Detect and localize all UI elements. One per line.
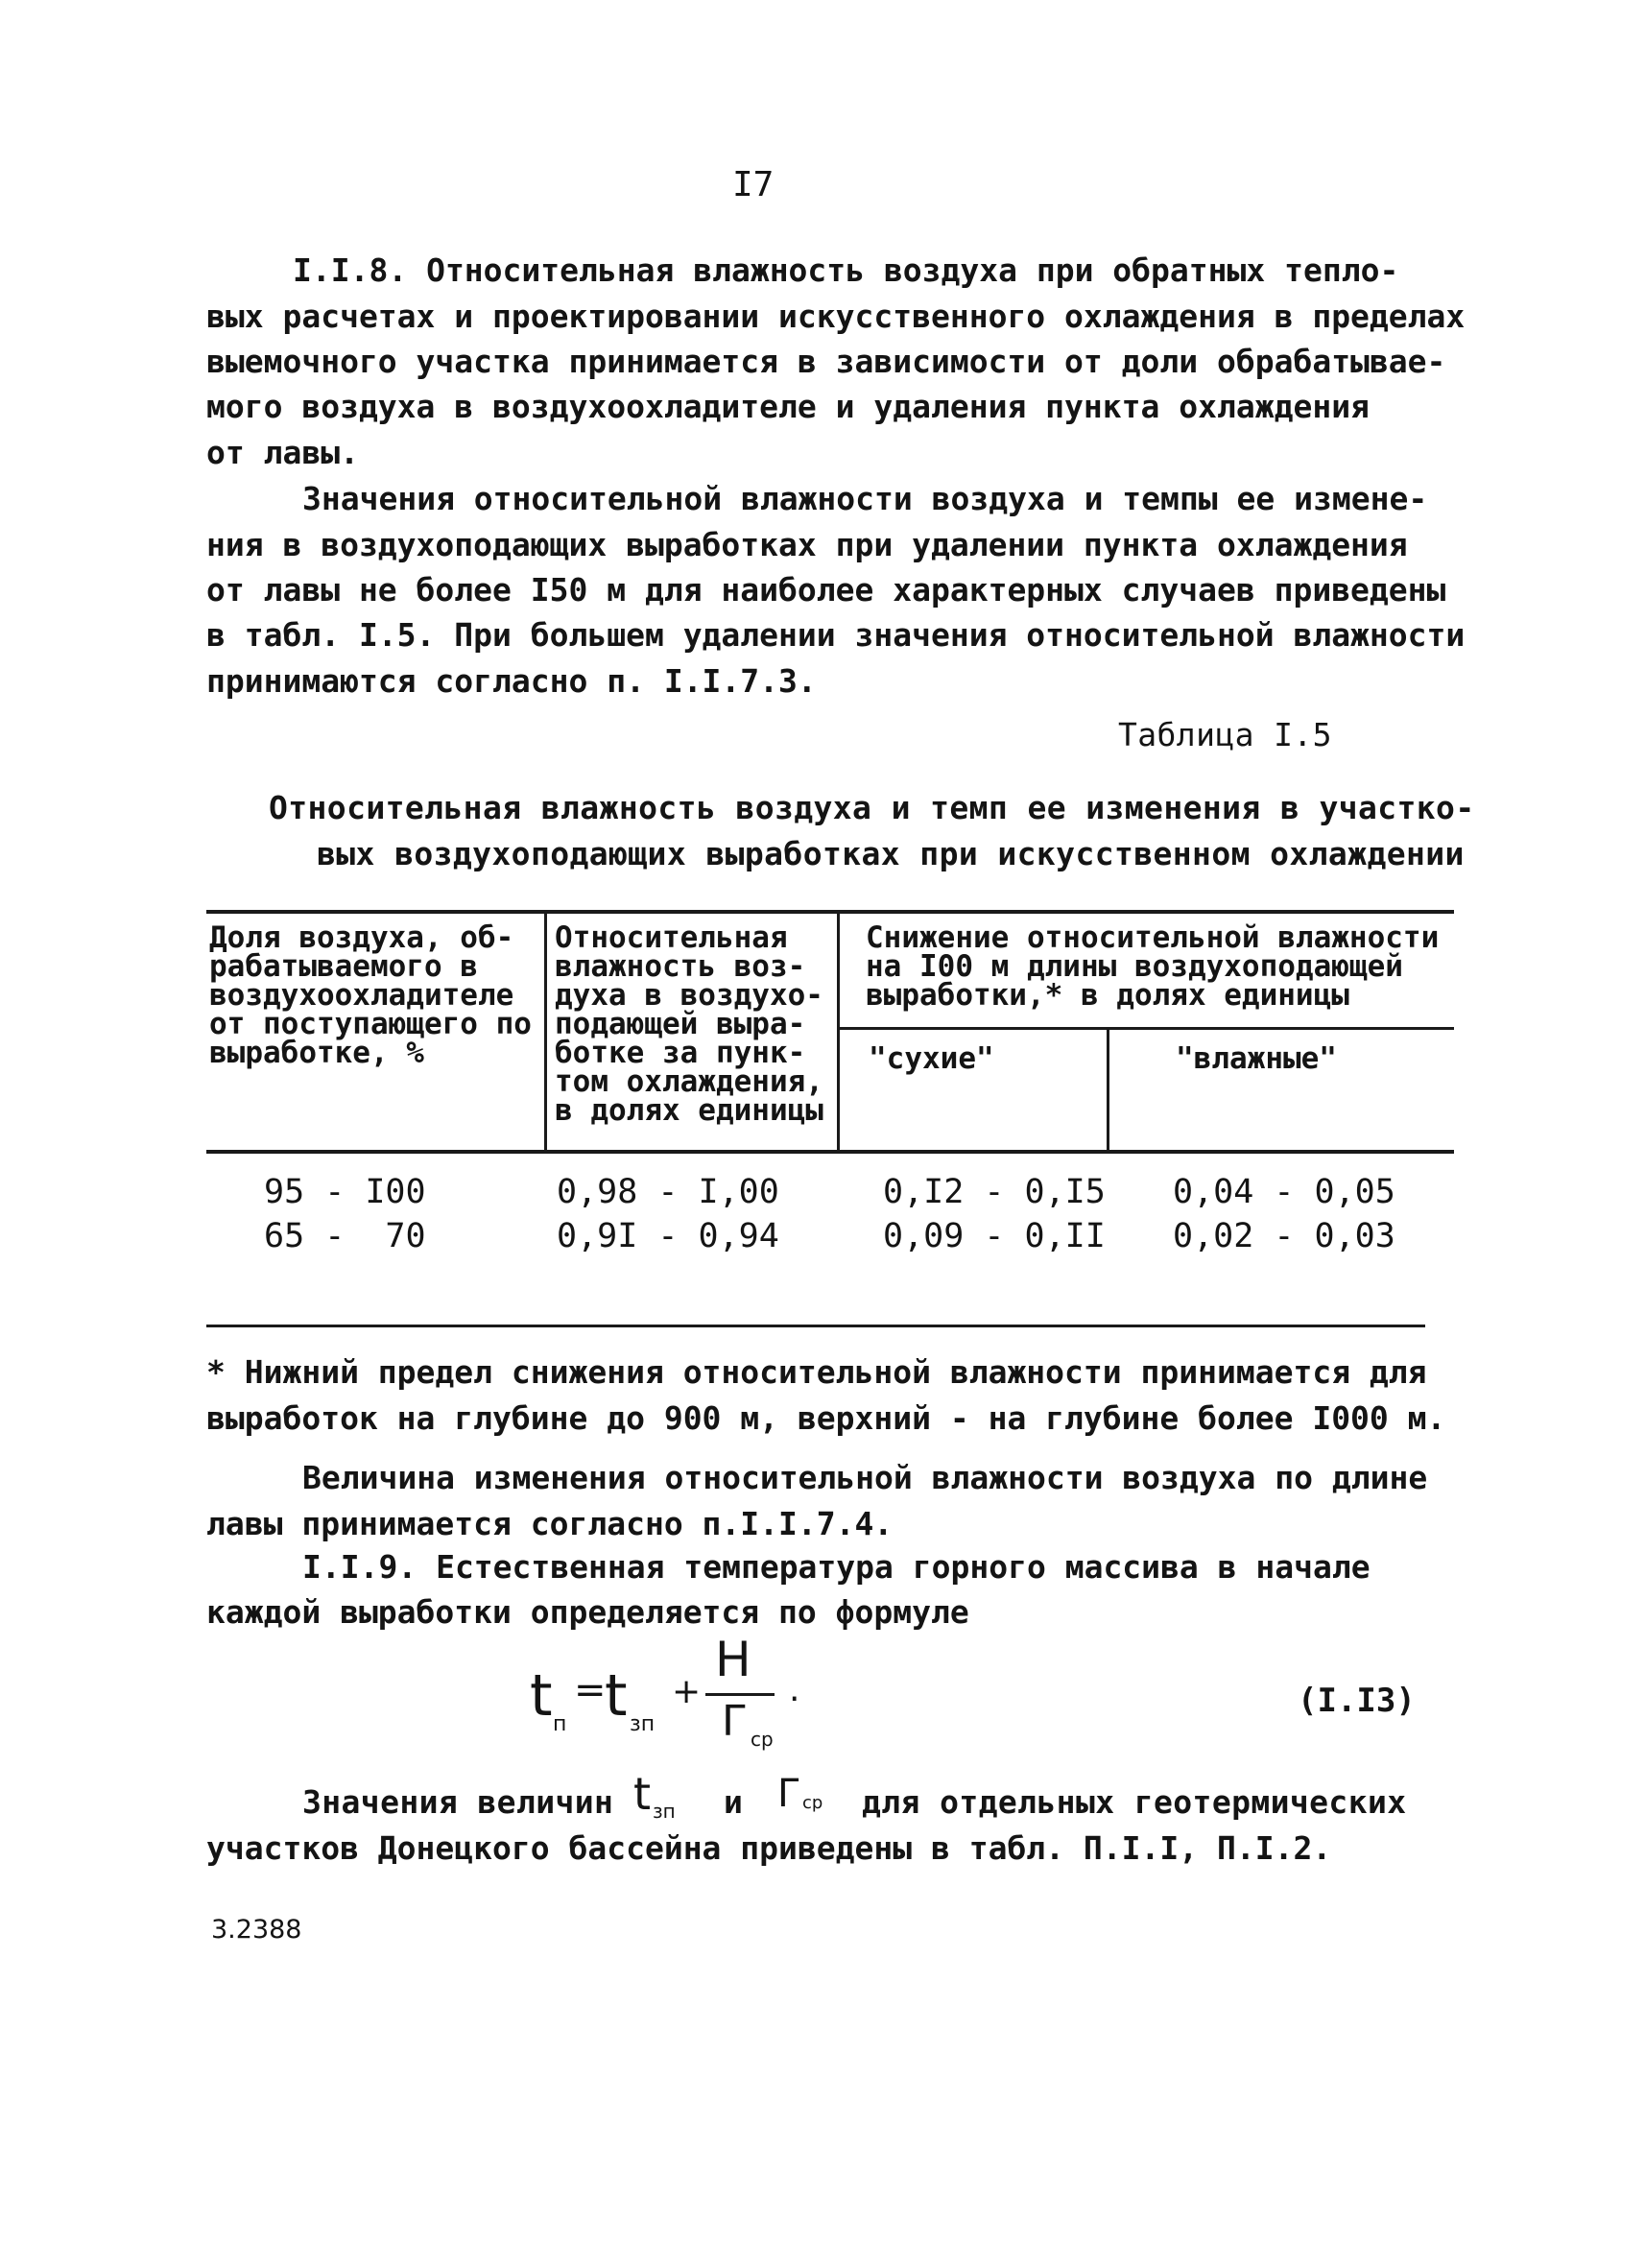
text-fragment: и <box>724 1783 744 1821</box>
text-fragment: Значения величин <box>302 1783 614 1821</box>
column-divider <box>837 912 840 1154</box>
formula-number: (I.I3) <box>1298 1682 1416 1720</box>
text-line: выемочного участка принимается в зависимости от доли обрабатывае- <box>206 343 1446 380</box>
table-bottom-rule <box>206 1325 1425 1327</box>
table-label: Таблица I.5 <box>1118 716 1332 753</box>
cell-humidity: 0,9I - 0,94 <box>557 1217 779 1255</box>
text-line: ния в воздухоподающих выработках при удалении пункта охлаждения <box>206 526 1408 563</box>
text-line: Значения относительной влажности воздуха и темпы ее измене- <box>302 480 1428 517</box>
formula-subscript: п <box>553 1712 567 1736</box>
formula-subscript: ср <box>751 1728 774 1751</box>
symbol-t: t <box>633 1768 652 1820</box>
table-top-rule <box>206 910 1454 914</box>
subheader-wet: "влажные" <box>1176 1041 1337 1076</box>
text-line: I.I.9. Естественная температура горного массива в начале <box>302 1548 1371 1586</box>
page-number: I7 <box>732 165 775 204</box>
header-humidity-decrease: Снижение относительной влажности на I00 м длины воздухоподающей выработки,* в долях единицы <box>866 920 1440 1013</box>
text-line: мого воздуха в воздухоохладителе и удаления пункта охлаждения <box>206 388 1370 425</box>
text-line: вых расчетах и проектировании искусственного охлаждения в пределах <box>206 298 1466 335</box>
footnote-line: * Нижний предел снижения относительной влажности принимается для <box>206 1353 1427 1391</box>
table-caption-line: вых воздухоподающих выработках при искусственном охлаждении <box>317 835 1465 872</box>
header-relative-humidity: Относительная влажность воз- духа в воздухо- подающей выра- ботке за пунк- том охлаждения, в долях единицы <box>555 920 823 1128</box>
formula-denominator: Г <box>722 1697 748 1746</box>
subheader-dry: "сухие" <box>869 1041 994 1076</box>
text-line: в табл. I.5. При большем удалении значения относительной влажности <box>206 616 1466 654</box>
text-line: каждой выработки определяется по формуле <box>206 1593 969 1631</box>
header-air-share: Доля воздуха, об- рабатываемого в воздухоохладителе от поступающего по выработке, % <box>209 920 532 1070</box>
cell-wet: 0,04 - 0,05 <box>1173 1173 1395 1211</box>
footnote-line: выработок на глубине до 900 м, верхний - на глубине более I000 м. <box>206 1399 1446 1437</box>
cell-humidity: 0,98 - I,00 <box>557 1173 779 1211</box>
column-divider <box>544 912 547 1154</box>
subheader-rule <box>840 1027 1454 1030</box>
formula-equals: = <box>574 1668 607 1712</box>
document-code: 3.2388 <box>211 1915 302 1945</box>
symbol-g: Г <box>777 1772 801 1816</box>
fraction-bar <box>705 1693 775 1696</box>
cell-share: 95 - I00 <box>264 1173 426 1211</box>
text-line: от лавы. <box>206 434 359 471</box>
formula-dot: . <box>789 1670 800 1709</box>
cell-dry: 0,I2 - 0,I5 <box>883 1173 1106 1211</box>
symbol-subscript: ср <box>802 1793 823 1813</box>
symbol-subscript: зп <box>653 1800 676 1823</box>
formula-subscript: зп <box>630 1712 656 1736</box>
text-fragment: для отдельных геотермических <box>862 1783 1407 1821</box>
formula-plus: + <box>672 1672 702 1711</box>
column-divider <box>1107 1029 1109 1154</box>
cell-dry: 0,09 - 0,II <box>883 1217 1106 1255</box>
table-header-rule <box>206 1150 1454 1154</box>
text-line: принимаются согласно п. I.I.7.3. <box>206 662 817 700</box>
cell-share: 65 - 70 <box>264 1217 426 1255</box>
table-caption-line: Относительная влажность воздуха и темп ее изменения в участко- <box>269 789 1475 826</box>
text-line: Величина изменения относительной влажности воздуха по длине <box>302 1459 1428 1496</box>
cell-wet: 0,02 - 0,03 <box>1173 1217 1395 1255</box>
text-line: участков Донецкого бассейна приведены в табл. П.I.I, П.I.2. <box>206 1829 1332 1867</box>
formula-numerator: H <box>715 1632 751 1687</box>
text-line: I.I.8. Относительная влажность воздуха при обратных тепло- <box>293 251 1399 289</box>
formula-t: t <box>605 1662 628 1730</box>
text-line: лавы принимается согласно п.I.I.7.4. <box>206 1505 894 1542</box>
text-line: от лавы не более I50 м для наиболее характерных случаев приведены <box>206 571 1446 609</box>
formula-t: t <box>530 1662 553 1730</box>
